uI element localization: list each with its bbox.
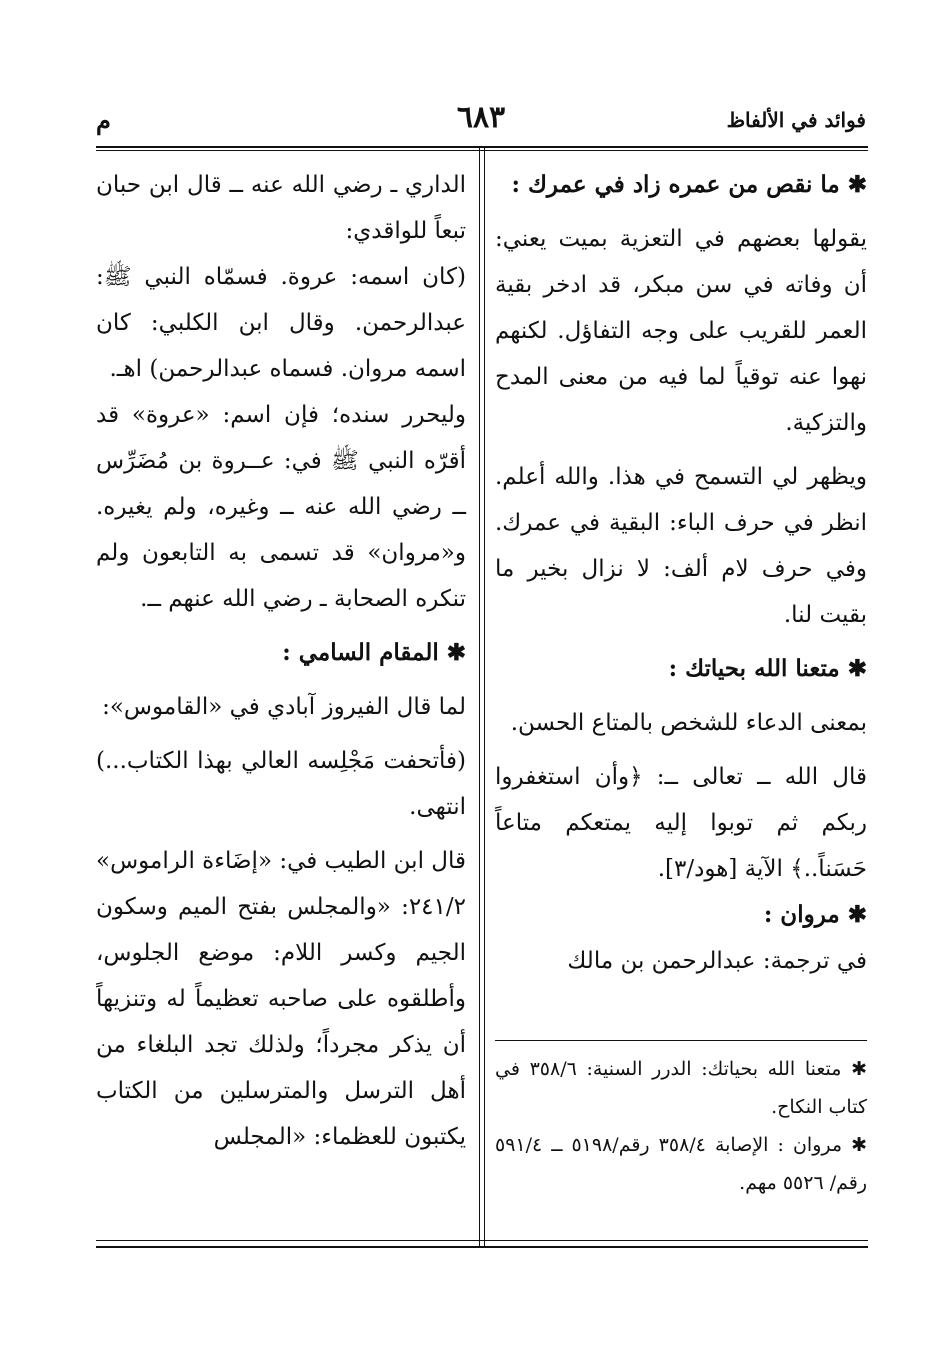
- paragraph: ويظهر لي التسمح في هذا. والله أعلم. انظر في حرف الباء: البقية في عمرك. وفي حرف لام ألف: لا نزال بخير ما بقيت لنا.: [495, 464, 867, 628]
- footer-rule-thin: [96, 1240, 868, 1241]
- entry-heading: ✱ المقام السامي :: [282, 639, 466, 666]
- quotation: (كان اسمه: عروة. فسمّاه النبي ﷺ: عبدالرحمن. وقال ابن الكلبي: كان اسمه مروان. فسماه عبدالرحمن) اهـ.: [96, 264, 466, 382]
- footnote-rule: [495, 1040, 867, 1041]
- paragraph: يقولها بعضهم في التعزية بميت يعني: أن وفاته في سن مبكر، قد ادخر بقية العمر للقريب على وجه التفاؤل. لكنهم نهوا عنه توقياً لما فيه من معنى المدح والتزكية.: [495, 226, 867, 436]
- page-header: [96, 100, 866, 140]
- page-number: ٦٨٣: [456, 100, 506, 135]
- paragraph: لما قال الفيروز آبادي في «القاموس»:: [102, 694, 466, 720]
- footnote: ✱ مروان : الإصابة ٣٥٨/٤ رقم/٥١٩٨ ــ ٥٩١/٤ رقم/ ٥٥٢٦ مهم.: [495, 1134, 867, 1194]
- entry-heading: ✱ ما نقص من عمره زاد في عمرك :: [511, 171, 867, 198]
- column-divider: [479, 146, 485, 1246]
- footnotes: [495, 1050, 867, 1202]
- paragraph: قال الله ــ تعالى ــ: ﴿وأن استغفروا ربكم ثم توبوا إليه يمتعكم متاعاً حَسَناً..﴾ الآية [هود/٣].: [495, 764, 867, 882]
- paragraph: وليحرر سنده؛ فإن اسم: «عروة» قد أقرّه النبي ﷺ في: عــروة بن مُضَرِّس ــ رضي الله عنه ــ وغيره، ولم يغيره. و«مروان» قد تسمى به التابعون ولم تنكره الصحابة ـ رضي الله عنهم ــ.: [96, 402, 466, 612]
- footer-rule: [96, 1246, 868, 1248]
- footnote: ✱ متعنا الله بحياتك: الدرر السنية: ٣٥٨/٦ في كتاب النكاح.: [495, 1058, 867, 1118]
- left-column: [96, 162, 466, 1160]
- paragraph: بمعنى الدعاء للشخص بالمتاع الحسن.: [510, 710, 867, 736]
- running-title: فوائد في الألفاظ: [726, 108, 866, 132]
- entry-heading: ✱ مروان :: [763, 901, 867, 928]
- right-column: [495, 162, 867, 984]
- section-letter: م: [96, 106, 111, 135]
- quotation: (فأتحفت مَجْلِسه العالي بهذا الكتاب...) انتهى.: [96, 748, 466, 820]
- entry-heading: ✱ متعنا الله بحياتك :: [668, 655, 867, 682]
- paragraph: قال ابن الطيب في: «إضَاءة الراموس» ٢٤١/٢: «والمجلس بفتح الميم وسكون الجيم وكسر اللام: موضع الجلوس، وأطلقوه على صاحبه تعظيماً له وتنزيهاً أن يذكر مجرداً؛ ولذلك تجد البلغاء من أهل الترسل والمترسلين من الكتاب يكتبون للعظماء: «المجلس: [96, 848, 466, 1150]
- paragraph: في ترجمة: عبدالرحمن بن مالك: [567, 948, 867, 974]
- paragraph: الداري ـ رضي الله عنه ــ قال ابن حبان تبعاً للواقدي:: [96, 172, 466, 244]
